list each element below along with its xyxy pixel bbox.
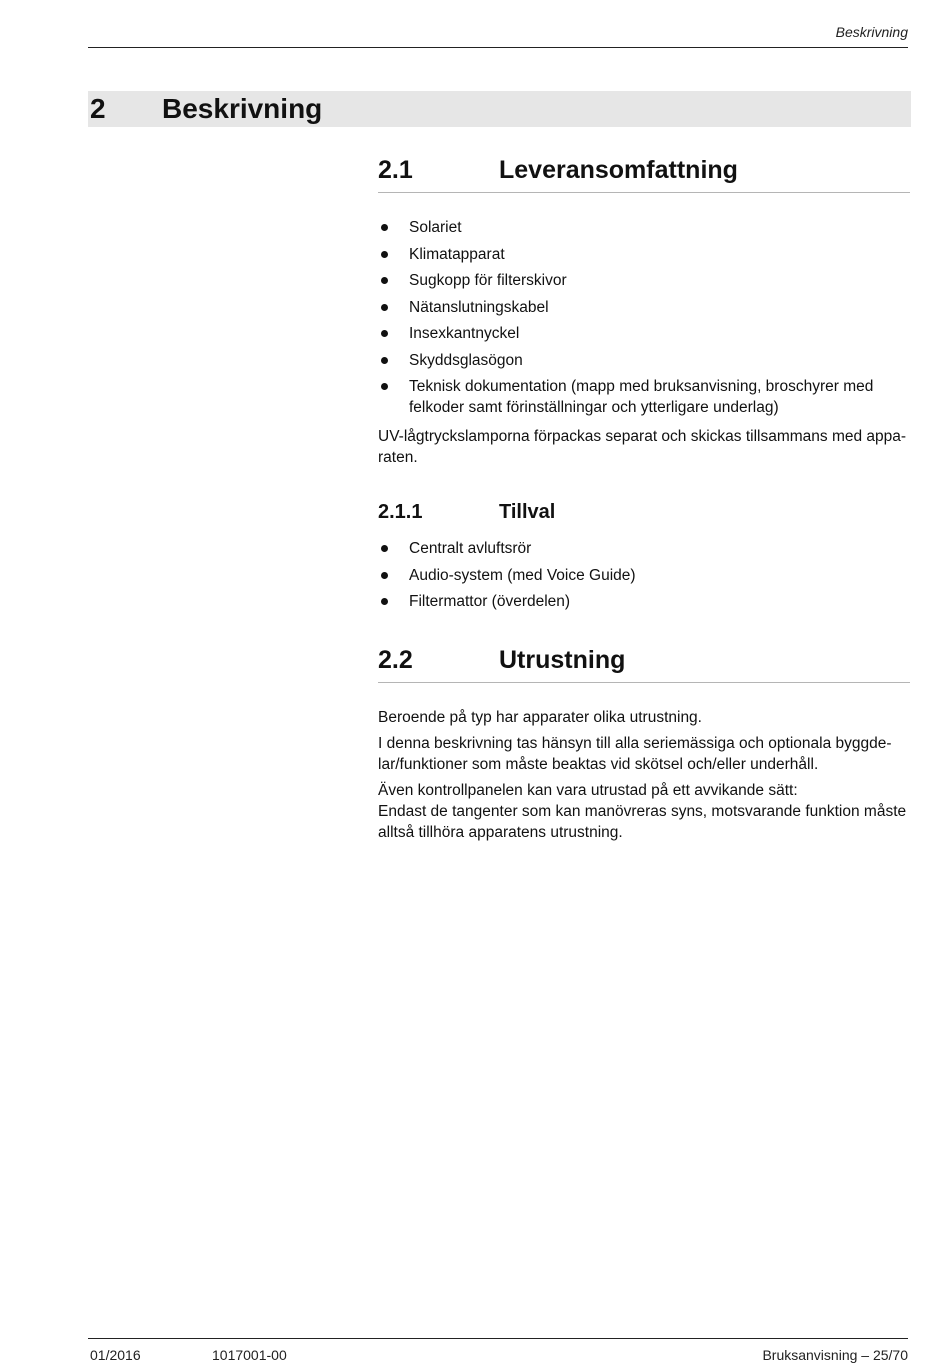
chapter-heading [88, 91, 911, 127]
main-content [378, 156, 910, 848]
list-item: Solariet [378, 217, 910, 238]
list-item: Sugkopp för filterskivor [378, 270, 910, 291]
paragraph: Även kontrollpanelen kan vara utrustad på ett avvikande sätt: [378, 782, 798, 799]
footer-page-number: Bruksanvisning – 25/70 [762, 1347, 908, 1363]
list-item: Audio-system (med Voice Guide) [378, 565, 910, 586]
list-item: Klimatapparat [378, 244, 910, 265]
footer-divider [88, 1338, 908, 1339]
paragraph: I denna beskrivning tas hänsyn till alla seriemässiga och optionala byggde-lar/funktioner som måste beaktas vid skötsel och/eller underhåll. [378, 735, 892, 773]
list-item: Filtermattor (överdelen) [378, 591, 910, 612]
options-list [378, 538, 910, 612]
equipment-text [378, 707, 910, 843]
delivery-scope-list [378, 217, 910, 418]
subsection-title: Tillval [499, 501, 556, 523]
header-divider [88, 47, 908, 48]
paragraph: Endast de tangenter som kan manövreras syns, motsvarande funktion måste alltså tillhöra apparatens utrustning. [378, 803, 907, 841]
chapter-number: 2 [90, 93, 106, 124]
footer-date: 01/2016 [90, 1347, 141, 1363]
running-header-title: Beskrivning [835, 24, 908, 40]
section-title: Leveransomfattning [499, 156, 738, 184]
chapter-title: Beskrivning [162, 93, 323, 124]
list-item: Teknisk dokumentation (mapp med bruksanvisning, broschyrer med felkoder samt förinställningar och ytterligare underlag) [378, 376, 910, 418]
list-item: Skyddsglasögon [378, 350, 910, 371]
section-number: 2.1 [378, 156, 413, 184]
list-item: Nätanslutningskabel [378, 297, 910, 318]
list-item: Centralt avluftsrör [378, 538, 910, 559]
subsection-number: 2.1.1 [378, 501, 423, 523]
section-heading-2-2 [378, 646, 910, 683]
list-item: Insexkantnyckel [378, 323, 910, 344]
section-heading-2-1 [378, 156, 910, 193]
footer-doc-number: 1017001-00 [212, 1347, 287, 1363]
paragraph: Beroende på typ har apparater olika utrustning. [378, 709, 702, 726]
section-heading-2-1-1 [378, 500, 910, 528]
uv-lamp-note: UV-lågtryckslamporna förpackas separat och skickas tillsammans med appa-raten. [378, 428, 907, 466]
section-number: 2.2 [378, 646, 413, 674]
section-title: Utrustning [499, 646, 626, 674]
